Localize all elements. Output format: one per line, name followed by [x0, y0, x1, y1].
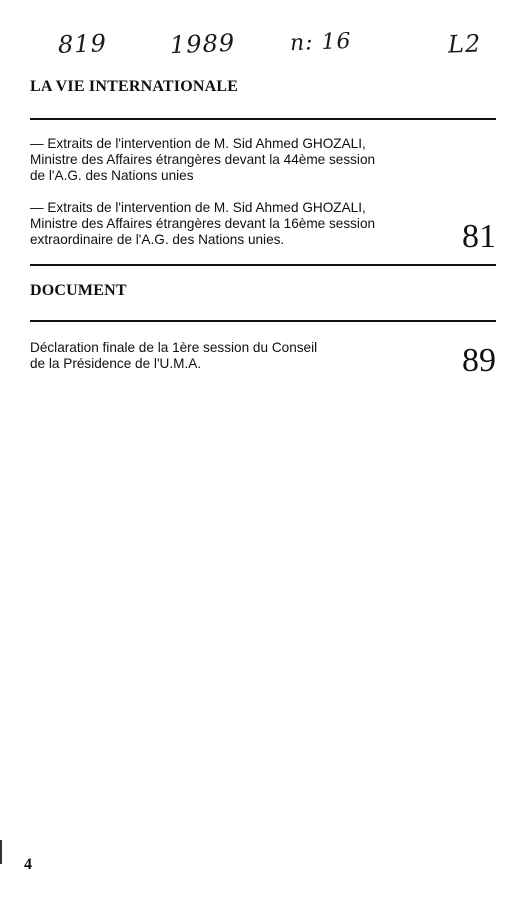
section-title-document: DOCUMENT — [30, 282, 127, 299]
section-title-vie-internationale: LA VIE INTERNATIONALE — [30, 78, 239, 95]
toc-entry — [30, 200, 450, 248]
toc-entry-line: Ministre des Affaires étrangères devant la 16ème session — [30, 216, 376, 231]
toc-entry — [30, 340, 450, 372]
toc-entry — [30, 136, 450, 184]
scan-edge-mark — [0, 840, 2, 864]
toc-entry-line: — Extraits de l'intervention de M. Sid Ahmed GHOZALI, — [30, 136, 366, 151]
toc-entry-line: Déclaration finale de la 1ère session du Conseil — [30, 340, 318, 355]
toc-entry-line: Ministre des Affaires étrangères devant la 44ème session — [30, 152, 376, 167]
toc-entry-line: extraordinaire de l'A.G. des Nations unies. — [30, 232, 285, 247]
toc-entry-line: de la Présidence de l'U.M.A. — [30, 356, 202, 371]
handwritten-annotation-code: L2 — [447, 29, 482, 59]
handwritten-annotation-issue: n: 16 — [289, 28, 352, 57]
page-number-ref: 89 — [462, 342, 496, 379]
section-divider — [30, 264, 496, 266]
section-divider — [30, 320, 496, 322]
handwritten-annotation-year: 1989 — [169, 28, 236, 60]
page-folio: 4 — [24, 856, 32, 873]
page-number-ref: 81 — [462, 218, 496, 255]
section-divider — [30, 118, 496, 120]
handwritten-annotation-number: 819 — [57, 29, 108, 59]
toc-entry-line: de l'A.G. des Nations unies — [30, 168, 194, 183]
toc-entry-line: — Extraits de l'intervention de M. Sid Ahmed GHOZALI, — [30, 200, 366, 215]
